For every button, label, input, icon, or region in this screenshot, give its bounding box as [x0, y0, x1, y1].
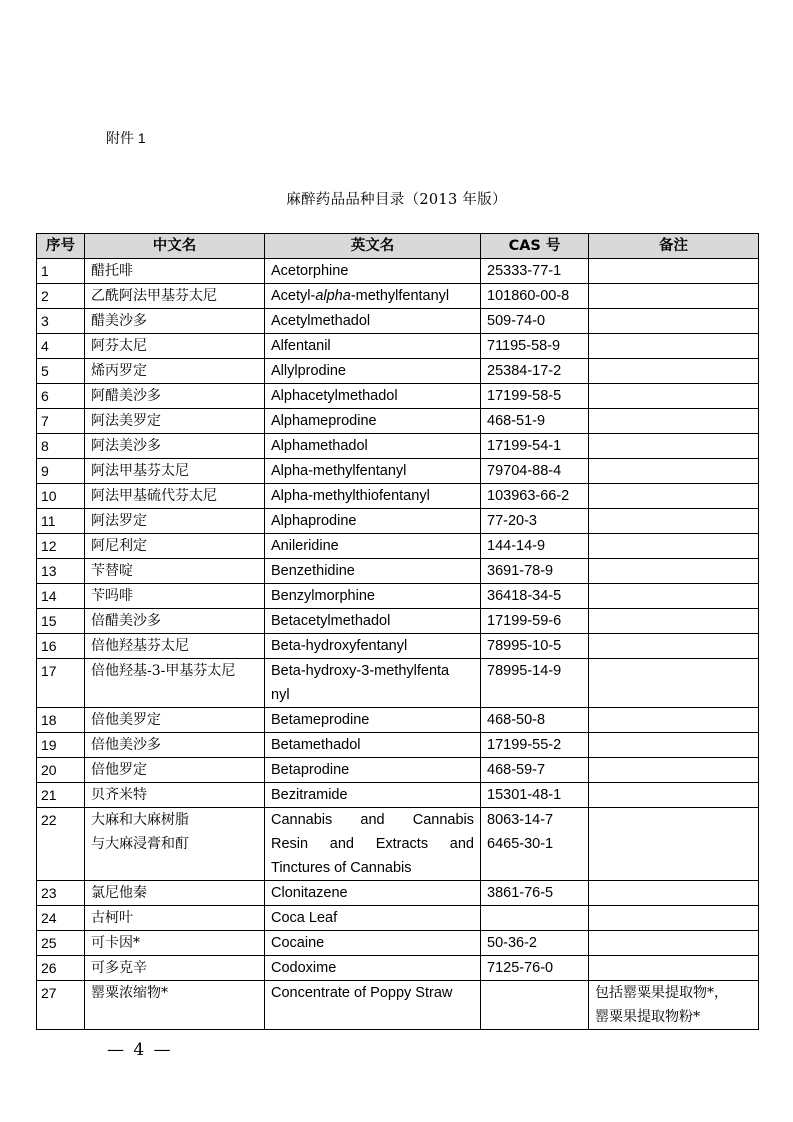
cell-cas-number: 25384-17-2	[481, 359, 589, 384]
cell-no: 21	[37, 783, 85, 808]
cell-note	[589, 284, 759, 309]
cell-cas-number: 78995-10-5	[481, 634, 589, 659]
cell-chinese-name: 醋托啡	[85, 259, 265, 284]
table-row	[37, 659, 759, 708]
cell-chinese-name: 可卡因*	[85, 931, 265, 956]
english-name-part: -methylfentanyl	[350, 288, 450, 304]
cell-chinese-name: 阿芬太尼	[85, 334, 265, 359]
cell-english-name: Benzylmorphine	[265, 584, 481, 609]
cell-line: Beta-hydroxy-3-methylfenta	[271, 663, 450, 679]
cell-note	[589, 484, 759, 509]
table-row	[37, 584, 759, 609]
cell-chinese-name: 烯丙罗定	[85, 359, 265, 384]
cell-no: 20	[37, 758, 85, 783]
cell-cas-number: 144-14-9	[481, 534, 589, 559]
cell-chinese-name: 苄替啶	[85, 559, 265, 584]
cell-note	[589, 881, 759, 906]
cell-chinese-name: 醋美沙多	[85, 309, 265, 334]
cell-note	[589, 808, 759, 881]
cell-english-name: Alpha-methylfentanyl	[265, 459, 481, 484]
cell-no: 11	[37, 509, 85, 534]
header-english-name: 英文名	[265, 234, 481, 259]
cell-cas-number: 36418-34-5	[481, 584, 589, 609]
cell-english-name: Concentrate of Poppy Straw	[265, 981, 481, 1030]
cell-english-name	[265, 659, 481, 708]
table-row	[37, 534, 759, 559]
table-row	[37, 733, 759, 758]
table-row	[37, 509, 759, 534]
cell-no: 25	[37, 931, 85, 956]
cell-no: 27	[37, 981, 85, 1030]
table-row	[37, 708, 759, 733]
cell-cas-number: 101860-00-8	[481, 284, 589, 309]
cell-no: 15	[37, 609, 85, 634]
cell-chinese-name: 阿醋美沙多	[85, 384, 265, 409]
cell-no: 24	[37, 906, 85, 931]
cell-no: 4	[37, 334, 85, 359]
cell-no: 13	[37, 559, 85, 584]
cell-no: 7	[37, 409, 85, 434]
header-cas-number: CAS 号	[481, 234, 589, 259]
cell-line: 8063-14-7	[487, 812, 554, 828]
cell-chinese-name: 氯尼他秦	[85, 881, 265, 906]
cell-chinese-name: 阿法美罗定	[85, 409, 265, 434]
cell-line: Tinctures of Cannabis	[271, 860, 412, 876]
page-number: — 4 —	[107, 1040, 173, 1060]
cell-chinese-name: 倍他羟基-3-甲基芬太尼	[85, 659, 265, 708]
cell-note	[589, 981, 759, 1030]
cell-english-name: Betacetylmethadol	[265, 609, 481, 634]
cell-english-name: Alphameprodine	[265, 409, 481, 434]
table-row	[37, 359, 759, 384]
cell-cas-number: 79704-88-4	[481, 459, 589, 484]
english-name-part: alpha	[315, 288, 351, 304]
cell-no: 22	[37, 808, 85, 881]
cell-no: 17	[37, 659, 85, 708]
cell-chinese-name: 阿尼利定	[85, 534, 265, 559]
cell-cas-number: 15301-48-1	[481, 783, 589, 808]
cell-english-name: Betameprodine	[265, 708, 481, 733]
header-no: 序号	[37, 234, 85, 259]
cell-chinese-name: 贝齐米特	[85, 783, 265, 808]
table-row	[37, 409, 759, 434]
cell-cas-number: 3691-78-9	[481, 559, 589, 584]
cell-chinese-name	[85, 808, 265, 881]
cell-english-name: Clonitazene	[265, 881, 481, 906]
cell-chinese-name: 苄吗啡	[85, 584, 265, 609]
cell-no: 12	[37, 534, 85, 559]
cell-chinese-name: 古柯叶	[85, 906, 265, 931]
cell-note	[589, 309, 759, 334]
cell-cas-number: 103963-66-2	[481, 484, 589, 509]
cell-chinese-name: 罂粟浓缩物*	[85, 981, 265, 1030]
cell-english-name: Bezitramide	[265, 783, 481, 808]
header-note: 备注	[589, 234, 759, 259]
table-row	[37, 459, 759, 484]
header-chinese-name: 中文名	[85, 234, 265, 259]
table-row	[37, 384, 759, 409]
cell-cas-number: 17199-59-6	[481, 609, 589, 634]
cell-english-name: Alphaprodine	[265, 509, 481, 534]
cell-no: 6	[37, 384, 85, 409]
cell-line: 与大麻浸膏和酊	[91, 836, 189, 852]
cell-english-name: Alphamethadol	[265, 434, 481, 459]
cell-no: 5	[37, 359, 85, 384]
table-row	[37, 906, 759, 931]
cell-line: 大麻和大麻树脂	[91, 812, 189, 828]
cell-chinese-name: 阿法罗定	[85, 509, 265, 534]
cell-cas-number: 71195-58-9	[481, 334, 589, 359]
table-row	[37, 956, 759, 981]
cell-line: Cannabis and Cannabis	[271, 812, 474, 828]
cell-english-name	[265, 808, 481, 881]
cell-cas-number	[481, 808, 589, 881]
cell-note	[589, 384, 759, 409]
cell-line: Resin and Extracts and	[271, 836, 474, 852]
cell-english-name: Benzethidine	[265, 559, 481, 584]
table-header-row	[37, 234, 759, 259]
cell-note	[589, 434, 759, 459]
cell-cas-number: 468-51-9	[481, 409, 589, 434]
cell-cas-number: 17199-55-2	[481, 733, 589, 758]
narcotics-table	[36, 233, 759, 1030]
cell-cas-number: 468-59-7	[481, 758, 589, 783]
table-row	[37, 783, 759, 808]
cell-note	[589, 956, 759, 981]
table-row	[37, 931, 759, 956]
cell-no: 1	[37, 259, 85, 284]
table-row	[37, 334, 759, 359]
table-row	[37, 559, 759, 584]
cell-cas-number: 17199-58-5	[481, 384, 589, 409]
cell-english-name: Anileridine	[265, 534, 481, 559]
cell-note	[589, 659, 759, 708]
cell-line: nyl	[271, 687, 290, 703]
cell-note	[589, 359, 759, 384]
table-row	[37, 758, 759, 783]
cell-no: 16	[37, 634, 85, 659]
table-row	[37, 284, 759, 309]
cell-no: 26	[37, 956, 85, 981]
cell-no: 8	[37, 434, 85, 459]
cell-cas-number: 3861-76-5	[481, 881, 589, 906]
table-row	[37, 609, 759, 634]
cell-cas-number: 78995-14-9	[481, 659, 589, 708]
table-row	[37, 434, 759, 459]
cell-cas-number: 468-50-8	[481, 708, 589, 733]
cell-chinese-name: 可多克辛	[85, 956, 265, 981]
cell-no: 23	[37, 881, 85, 906]
cell-note	[589, 559, 759, 584]
cell-chinese-name: 倍他羟基芬太尼	[85, 634, 265, 659]
cell-english-name: Acetorphine	[265, 259, 481, 284]
document-title: 麻醉药品品种目录（2013 年版）	[286, 192, 507, 208]
cell-english-name: Alfentanil	[265, 334, 481, 359]
cell-no: 18	[37, 708, 85, 733]
table-row	[37, 981, 759, 1030]
table-row	[37, 259, 759, 284]
cell-cas-number: 17199-54-1	[481, 434, 589, 459]
cell-note	[589, 906, 759, 931]
cell-note	[589, 609, 759, 634]
cell-english-name: Codoxime	[265, 956, 481, 981]
cell-no: 3	[37, 309, 85, 334]
cell-english-name: Beta-hydroxyfentanyl	[265, 634, 481, 659]
cell-cas-number: 50-36-2	[481, 931, 589, 956]
cell-cas-number: 509-74-0	[481, 309, 589, 334]
cell-english-name: Acetylmethadol	[265, 309, 481, 334]
cell-line: 6465-30-1	[487, 836, 554, 852]
table-row	[37, 881, 759, 906]
table-row	[37, 484, 759, 509]
cell-chinese-name: 阿法美沙多	[85, 434, 265, 459]
english-name-part: Acetyl-	[271, 288, 316, 304]
cell-note	[589, 584, 759, 609]
cell-no: 2	[37, 284, 85, 309]
cell-chinese-name: 倍他美沙多	[85, 733, 265, 758]
cell-cas-number: 7125-76-0	[481, 956, 589, 981]
cell-note	[589, 708, 759, 733]
cell-note	[589, 409, 759, 434]
table-body	[37, 259, 759, 1030]
cell-chinese-name: 乙酰阿法甲基芬太尼	[85, 284, 265, 309]
table-row	[37, 309, 759, 334]
table-row	[37, 634, 759, 659]
cell-english-name: Allylprodine	[265, 359, 481, 384]
cell-english-name: Alpha-methylthiofentanyl	[265, 484, 481, 509]
cell-note	[589, 758, 759, 783]
cell-english-name: Betamethadol	[265, 733, 481, 758]
attachment-label: 附件 1	[106, 130, 146, 146]
cell-english-name: Cocaine	[265, 931, 481, 956]
cell-chinese-name: 倍醋美沙多	[85, 609, 265, 634]
cell-line: 罂粟果提取物粉*	[595, 1009, 700, 1025]
cell-cas-number	[481, 906, 589, 931]
cell-note	[589, 534, 759, 559]
cell-english-name: Betaprodine	[265, 758, 481, 783]
cell-note	[589, 509, 759, 534]
cell-english-name: Alphacetylmethadol	[265, 384, 481, 409]
cell-note	[589, 634, 759, 659]
cell-chinese-name: 倍他美罗定	[85, 708, 265, 733]
cell-note	[589, 931, 759, 956]
cell-cas-number: 77-20-3	[481, 509, 589, 534]
cell-chinese-name: 阿法甲基硫代芬太尼	[85, 484, 265, 509]
cell-chinese-name: 倍他罗定	[85, 758, 265, 783]
cell-line: 包括罂粟果提取物*，	[595, 985, 728, 1001]
cell-note	[589, 733, 759, 758]
cell-no: 10	[37, 484, 85, 509]
cell-cas-number	[481, 981, 589, 1030]
cell-note	[589, 334, 759, 359]
table-row	[37, 808, 759, 881]
cell-note	[589, 259, 759, 284]
cell-chinese-name: 阿法甲基芬太尼	[85, 459, 265, 484]
cell-no: 14	[37, 584, 85, 609]
cell-no: 9	[37, 459, 85, 484]
cell-english-name	[265, 284, 481, 309]
cell-note	[589, 783, 759, 808]
cell-note	[589, 459, 759, 484]
cell-cas-number: 25333-77-1	[481, 259, 589, 284]
cell-no: 19	[37, 733, 85, 758]
cell-english-name: Coca Leaf	[265, 906, 481, 931]
